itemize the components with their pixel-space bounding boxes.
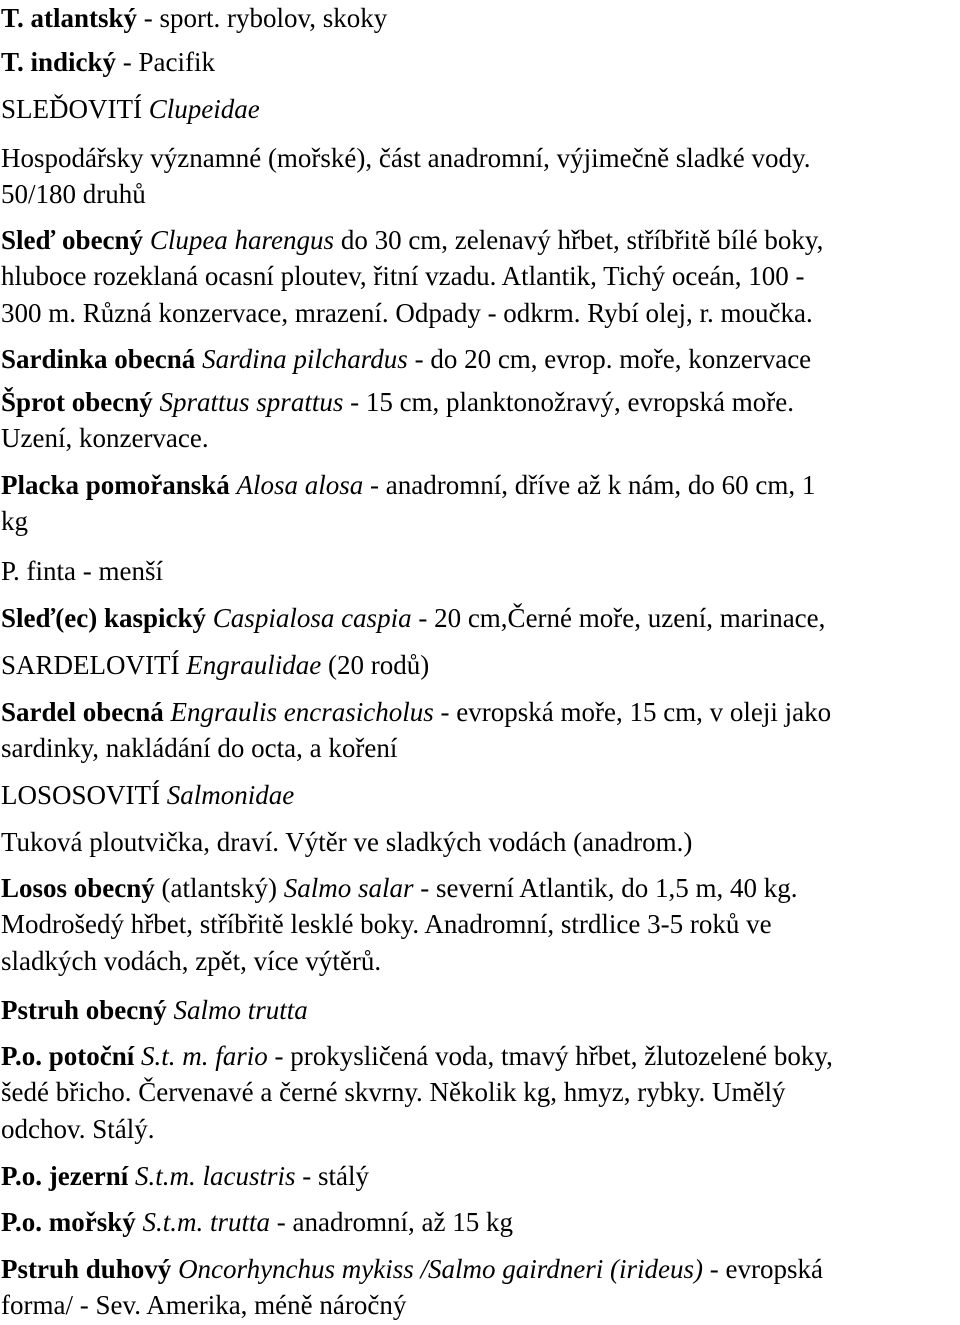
- species-name: T. indický: [1, 47, 117, 77]
- species-name: Sardel obecná: [1, 697, 164, 727]
- paragraph: [1, 824, 956, 860]
- text-segment: sardinky, nakládání do octa, a koření: [1, 733, 398, 764]
- paragraph: [1, 341, 956, 377]
- text-line: [1, 44, 956, 80]
- text-line: [1, 1158, 956, 1194]
- text-segment: P. finta - menší: [1, 556, 163, 586]
- text-segment: kg: [1, 506, 28, 537]
- text-line: [1, 91, 956, 127]
- paragraph: [1, 222, 956, 331]
- text-line: [1, 824, 956, 860]
- text-segment: - anadromní, dříve až k nám, do 60 cm, 1: [363, 470, 816, 500]
- text-line: [1, 870, 956, 906]
- latin-name: S.t.m. lacustris: [134, 1161, 296, 1191]
- text-segment: - 20 cm,Černé moře, uzení, marinace,: [411, 603, 826, 633]
- species-name: Losos obecný: [1, 873, 155, 903]
- text-line: [1, 992, 956, 1028]
- species-name: T. atlantský: [1, 3, 138, 33]
- text-segment: - do 20 cm, evrop. moře, konzervace: [407, 344, 812, 374]
- paragraph: [1, 467, 956, 540]
- text-line: [1, 341, 956, 377]
- text-segment: SLEĎOVITÍ: [1, 94, 149, 124]
- paragraph: [1, 694, 956, 767]
- latin-name: Clupeidae: [148, 94, 260, 124]
- species-name: P.o. potoční: [1, 1041, 135, 1071]
- latin-name: Salmonidae: [166, 780, 295, 810]
- latin-name: Caspialosa caspia: [212, 603, 412, 633]
- text-line: [1, 140, 956, 176]
- text-segment: - evropská moře, 15 cm, v oleji jako: [433, 697, 832, 727]
- text-segment: Tuková ploutvička, draví. Výtěr ve sladkých vodách (anadrom.): [1, 827, 693, 857]
- text-line: [1, 694, 956, 730]
- text-segment: [128, 1161, 135, 1191]
- species-name: Šprot obecný: [1, 387, 153, 417]
- text-segment: sladkých vodách, zpět, více výtěrů.: [1, 945, 382, 976]
- species-name: Sleď obecný: [1, 225, 144, 255]
- text-line: [1, 1038, 956, 1074]
- text-segment: hluboce rozeklaná ocasní ploutev, řitní vzadu. Atlantik, Tichý oceán, 100 -: [1, 261, 805, 292]
- paragraph: [1, 992, 956, 1028]
- text-segment: Hospodářsky významné (mořské), část anadromní, výjimečně sladké vody.: [1, 143, 811, 173]
- text-segment: [136, 1207, 143, 1237]
- text-line: [1, 176, 956, 212]
- text-line: [1, 258, 956, 294]
- text-segment: [230, 470, 237, 500]
- paragraph: [1, 600, 956, 636]
- latin-name: Sardina pilchardus: [202, 344, 408, 374]
- text-line: [1, 0, 956, 36]
- text-segment: [167, 995, 174, 1025]
- latin-name: Engraulidae: [186, 650, 322, 680]
- text-segment: - evropská: [703, 1254, 823, 1284]
- text-line: [1, 730, 956, 766]
- latin-name: Engraulis encrasicholus: [170, 697, 434, 727]
- text-line: [1, 777, 956, 813]
- latin-name: Salmo salar: [283, 873, 414, 903]
- species-name: Pstruh duhový: [1, 1254, 172, 1284]
- text-segment: - sport. rybolov, skoky: [137, 3, 388, 33]
- text-segment: 50/180 druhů: [1, 179, 146, 210]
- text-segment: do 30 cm, zelenavý hřbet, stříbřitě bílé boky,: [334, 225, 824, 255]
- text-segment: LOSOSOVITÍ: [1, 780, 167, 810]
- latin-name: S.t.m. trutta: [142, 1207, 271, 1237]
- text-line: [1, 1111, 956, 1147]
- latin-name: Sprattus sprattus: [159, 387, 344, 417]
- text-line: [1, 503, 956, 539]
- paragraph: [1, 384, 956, 457]
- text-segment: [143, 225, 150, 255]
- paragraph: [1, 647, 956, 683]
- text-segment: (20 rodů): [321, 650, 430, 680]
- latin-name: Oncorhynchus mykiss /Salmo gairdneri (irideus): [178, 1254, 704, 1284]
- text-line: [1, 647, 956, 683]
- text-line: [1, 467, 956, 503]
- text-segment: Modrošedý hřbet, stříbřitě lesklé boky. Anadromní, strdlice 3-5 roků ve: [1, 909, 772, 940]
- paragraph: [1, 1251, 956, 1324]
- text-line: [1, 1287, 956, 1323]
- paragraph: [1, 91, 956, 127]
- text-segment: forma/ - Sev. Amerika, méně náročný: [1, 1290, 407, 1321]
- latin-name: Salmo trutta: [173, 995, 308, 1025]
- text-segment: - prokysličená voda, tmavý hřbet, žlutozelené boky,: [267, 1041, 833, 1071]
- text-line: [1, 906, 956, 942]
- text-line: [1, 222, 956, 258]
- species-name: P.o. mořský: [1, 1207, 136, 1237]
- text-segment: šedé břicho. Červenavé a černé skvrny. Několik kg, hmyz, rybky. Umělý: [1, 1077, 786, 1108]
- text-segment: - anadromní, až 15 kg: [270, 1207, 513, 1237]
- text-line: [1, 420, 956, 456]
- text-segment: SARDELOVITÍ: [1, 650, 187, 680]
- text-line: [1, 384, 956, 420]
- species-name: Pstruh obecný: [1, 995, 167, 1025]
- text-segment: [164, 697, 171, 727]
- text-segment: - severní Atlantik, do 1,5 m, 40 kg.: [413, 873, 798, 903]
- paragraph: [1, 0, 956, 36]
- paragraph: [1, 140, 956, 213]
- paragraph: [1, 44, 956, 80]
- text-line: [1, 1251, 956, 1287]
- text-line: [1, 295, 956, 331]
- text-segment: - stálý: [295, 1161, 369, 1191]
- latin-name: Clupea harengus: [149, 225, 335, 255]
- latin-name: S.t. m. fario: [141, 1041, 268, 1071]
- latin-name: Alosa alosa: [236, 470, 364, 500]
- text-line: [1, 553, 956, 589]
- text-segment: - Pacifik: [116, 47, 216, 77]
- text-segment: [153, 387, 160, 417]
- paragraph: [1, 553, 956, 589]
- species-name: Placka pomořanská: [1, 470, 230, 500]
- text-segment: (atlantský): [154, 873, 284, 903]
- species-name: Sardinka obecná: [1, 344, 196, 374]
- text-line: [1, 1204, 956, 1240]
- species-name: P.o. jezerní: [1, 1161, 129, 1191]
- text-segment: odchov. Stálý.: [1, 1113, 155, 1144]
- text-line: [1, 1074, 956, 1110]
- text-segment: - 15 cm, planktonožravý, evropská moře.: [343, 387, 794, 417]
- text-line: [1, 600, 956, 636]
- species-name: Sleď(ec) kaspický: [1, 603, 207, 633]
- text-segment: [206, 603, 213, 633]
- text-segment: Uzení, konzervace.: [1, 423, 209, 454]
- paragraph: [1, 1038, 956, 1147]
- paragraph: [1, 1204, 956, 1240]
- paragraph: [1, 870, 956, 979]
- text-segment: 300 m. Různá konzervace, mrazení. Odpady - odkrm. Rybí olej, r. moučka.: [1, 297, 813, 328]
- paragraph: [1, 777, 956, 813]
- paragraph: [1, 1158, 956, 1194]
- text-line: [1, 943, 956, 979]
